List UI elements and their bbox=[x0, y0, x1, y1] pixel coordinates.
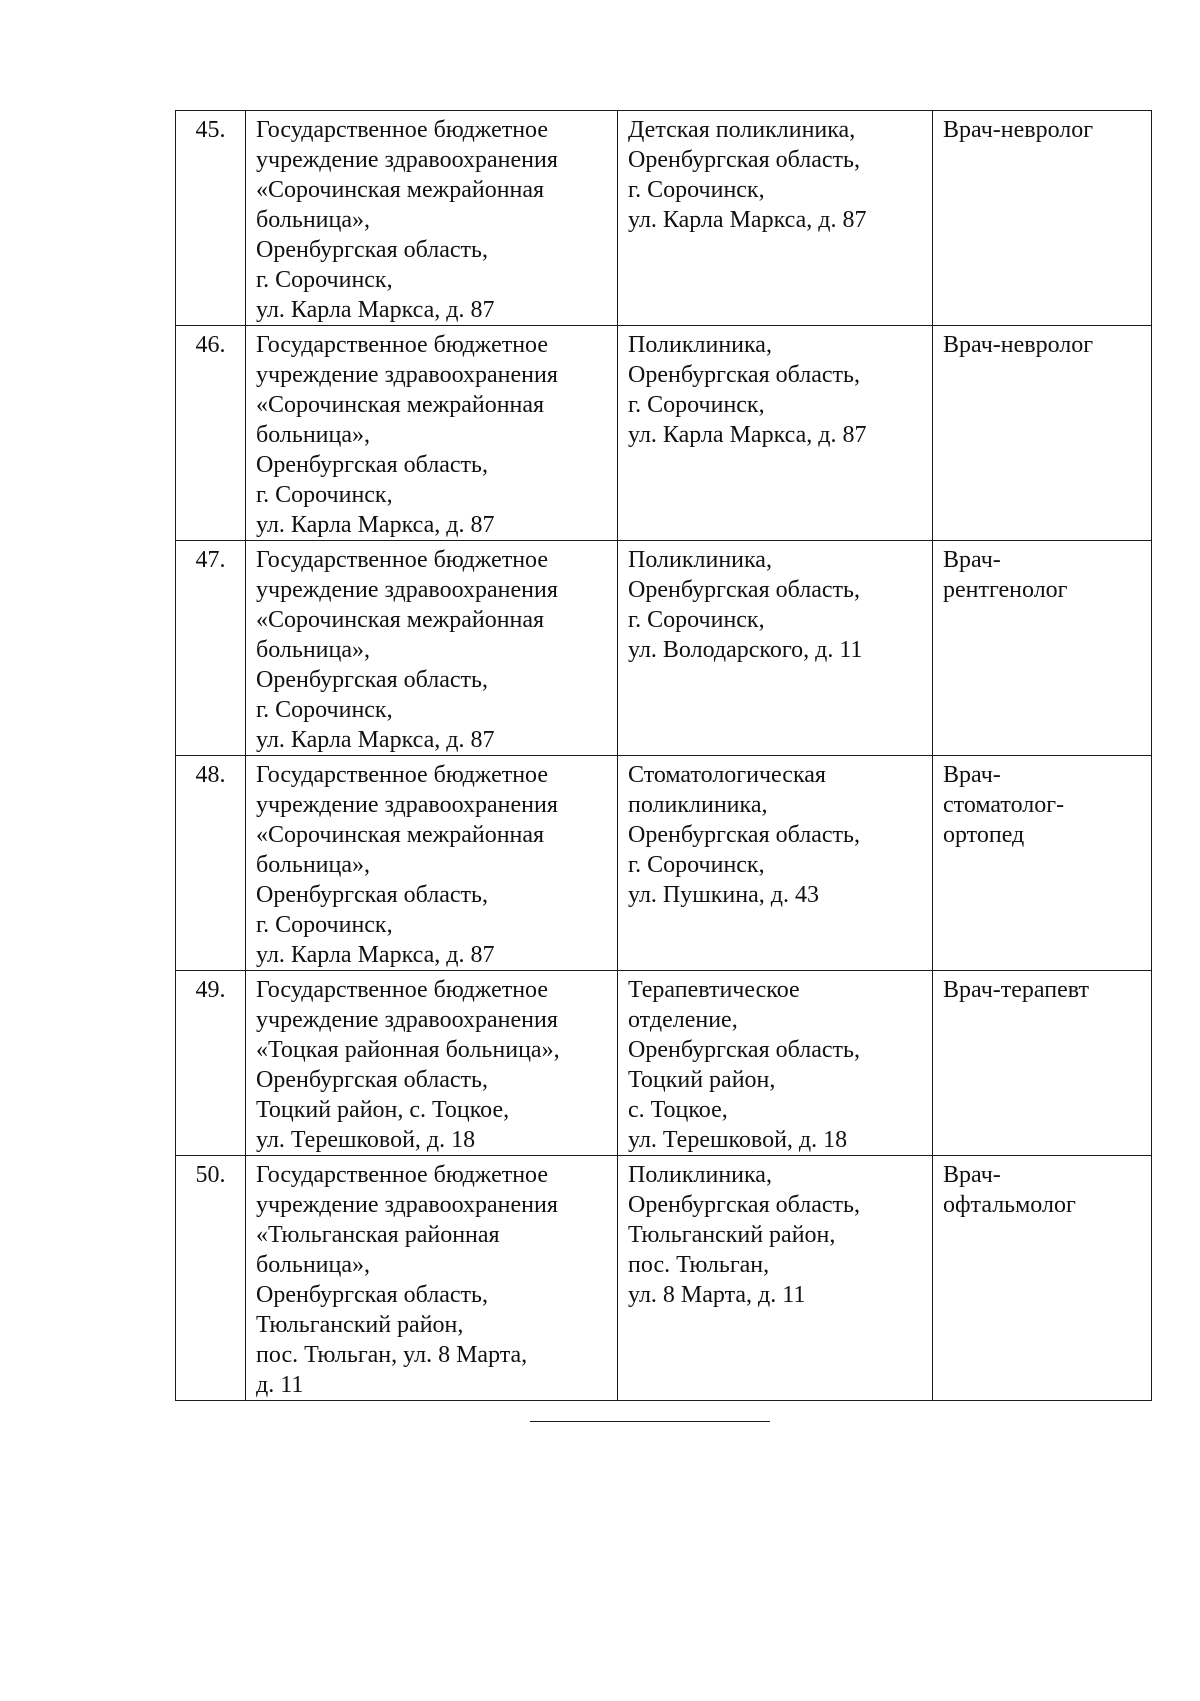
position-cell bbox=[933, 971, 1152, 1156]
institution-cell-line: «Сорочинская межрайонная bbox=[256, 822, 545, 848]
row-number: 46. bbox=[176, 326, 246, 541]
institution-cell-line: «Тюльганская районная bbox=[256, 1222, 500, 1248]
row-number: 47. bbox=[176, 541, 246, 756]
institution-cell-line: учреждение здравоохранения bbox=[256, 362, 558, 388]
institution-cell bbox=[246, 1156, 618, 1401]
institution-cell-line: ул. Карла Маркса, д. 87 bbox=[256, 512, 495, 538]
institution-cell-line: ул. Карла Маркса, д. 87 bbox=[256, 727, 495, 753]
institution-cell-line: больница», bbox=[256, 637, 370, 663]
subdivision-cell bbox=[618, 756, 933, 971]
subdivision-cell-line: г. Сорочинск, bbox=[628, 852, 765, 878]
position-cell-line: Врач-невролог bbox=[943, 117, 1094, 143]
position-cell-line: Врач-невролог bbox=[943, 332, 1094, 358]
institution-cell-line: учреждение здравоохранения bbox=[256, 1007, 558, 1033]
institution-cell-line: г. Сорочинск, bbox=[256, 267, 393, 293]
table-row bbox=[176, 326, 1152, 541]
institution-cell bbox=[246, 756, 618, 971]
institution-cell-line: Государственное бюджетное bbox=[256, 1162, 548, 1188]
institution-cell-line: «Сорочинская межрайонная bbox=[256, 607, 545, 633]
subdivision-cell-line: Поликлиника, bbox=[628, 1162, 772, 1188]
institution-cell-line: учреждение здравоохранения bbox=[256, 792, 558, 818]
institution-cell-line: Оренбургская область, bbox=[256, 1282, 488, 1308]
institution-cell bbox=[246, 326, 618, 541]
position-cell-line: Врач- bbox=[943, 547, 1001, 573]
row-number: 48. bbox=[176, 756, 246, 971]
subdivision-cell-line: Поликлиника, bbox=[628, 332, 772, 358]
subdivision-cell-line: Оренбургская область, bbox=[628, 822, 860, 848]
position-cell-line: Врач- bbox=[943, 762, 1001, 788]
subdivision-cell bbox=[618, 541, 933, 756]
subdivision-cell-line: Тоцкий район, bbox=[628, 1067, 776, 1093]
institution-cell-line: Оренбургская область, bbox=[256, 452, 488, 478]
institution-cell-line: больница», bbox=[256, 207, 370, 233]
subdivision-cell-line: ул. Володарского, д. 11 bbox=[628, 637, 863, 663]
institution-cell-line: учреждение здравоохранения bbox=[256, 577, 558, 603]
institution-cell bbox=[246, 111, 618, 326]
institution-cell-line: Оренбургская область, bbox=[256, 667, 488, 693]
row-number: 49. bbox=[176, 971, 246, 1156]
institution-cell-line: ул. Терешковой, д. 18 bbox=[256, 1127, 476, 1153]
subdivision-cell-line: Детская поликлиника, bbox=[628, 117, 856, 143]
institution-cell-line: г. Сорочинск, bbox=[256, 912, 393, 938]
institution-cell-line: Государственное бюджетное bbox=[256, 117, 548, 143]
subdivision-cell-line: с. Тоцкое, bbox=[628, 1097, 728, 1123]
institution-cell-line: Государственное бюджетное bbox=[256, 332, 548, 358]
institution-cell-line: больница», bbox=[256, 1252, 370, 1278]
subdivision-cell bbox=[618, 111, 933, 326]
position-cell-line: рентгенолог bbox=[943, 577, 1068, 603]
subdivision-cell-line: Стоматологическая bbox=[628, 762, 826, 788]
subdivision-cell-line: Тюльганский район, bbox=[628, 1222, 836, 1248]
institution-cell-line: Оренбургская область, bbox=[256, 882, 488, 908]
subdivision-cell-line: Оренбургская область, bbox=[628, 1037, 860, 1063]
subdivision-cell-line: г. Сорочинск, bbox=[628, 607, 765, 633]
table-row bbox=[176, 971, 1152, 1156]
table-row bbox=[176, 111, 1152, 326]
institution-cell-line: «Тоцкая районная больница», bbox=[256, 1037, 560, 1063]
subdivision-cell-line: пос. Тюльган, bbox=[628, 1252, 770, 1278]
position-cell-line: ортопед bbox=[943, 822, 1025, 848]
institution-cell-line: Оренбургская область, bbox=[256, 237, 488, 263]
subdivision-cell-line: ул. Карла Маркса, д. 87 bbox=[628, 422, 867, 448]
subdivision-cell bbox=[618, 1156, 933, 1401]
institution-cell-line: г. Сорочинск, bbox=[256, 482, 393, 508]
table-row bbox=[176, 1156, 1152, 1401]
institution-cell-line: Государственное бюджетное bbox=[256, 547, 548, 573]
institution-cell-line: больница», bbox=[256, 852, 370, 878]
subdivision-cell bbox=[618, 326, 933, 541]
institution-cell-line: г. Сорочинск, bbox=[256, 697, 393, 723]
institution-cell-line: «Сорочинская межрайонная bbox=[256, 392, 545, 418]
row-number: 45. bbox=[176, 111, 246, 326]
position-cell bbox=[933, 1156, 1152, 1401]
table-row bbox=[176, 756, 1152, 971]
subdivision-cell-line: ул. Пушкина, д. 43 bbox=[628, 882, 819, 908]
subdivision-cell-line: ул. 8 Марта, д. 11 bbox=[628, 1282, 806, 1308]
subdivision-cell-line: Оренбургская область, bbox=[628, 147, 860, 173]
institution-cell-line: Тоцкий район, с. Тоцкое, bbox=[256, 1097, 510, 1123]
subdivision-cell-line: ул. Карла Маркса, д. 87 bbox=[628, 207, 867, 233]
institution-cell-line: д. 11 bbox=[256, 1372, 304, 1398]
institution-cell-line: ул. Карла Маркса, д. 87 bbox=[256, 942, 495, 968]
subdivision-cell-line: Оренбургская область, bbox=[628, 577, 860, 603]
position-cell bbox=[933, 541, 1152, 756]
institution-cell bbox=[246, 971, 618, 1156]
facilities-table bbox=[175, 110, 1152, 1401]
subdivision-cell-line: отделение, bbox=[628, 1007, 738, 1033]
position-cell-line: стоматолог- bbox=[943, 792, 1065, 818]
institution-cell-line: Государственное бюджетное bbox=[256, 762, 548, 788]
subdivision-cell bbox=[618, 971, 933, 1156]
institution-cell-line: «Сорочинская межрайонная bbox=[256, 177, 545, 203]
subdivision-cell-line: Оренбургская область, bbox=[628, 1192, 860, 1218]
institution-cell-line: больница», bbox=[256, 422, 370, 448]
subdivision-cell-line: Оренбургская область, bbox=[628, 362, 860, 388]
table-row bbox=[176, 541, 1152, 756]
institution-cell-line: Государственное бюджетное bbox=[256, 977, 548, 1003]
subdivision-cell-line: г. Сорочинск, bbox=[628, 392, 765, 418]
subdivision-cell-line: поликлиника, bbox=[628, 792, 768, 818]
institution-cell-line: пос. Тюльган, ул. 8 Марта, bbox=[256, 1342, 528, 1368]
institution-cell-line: Тюльганский район, bbox=[256, 1312, 464, 1338]
institution-cell-line: учреждение здравоохранения bbox=[256, 1192, 558, 1218]
subdivision-cell-line: Терапевтическое bbox=[628, 977, 800, 1003]
subdivision-cell-line: г. Сорочинск, bbox=[628, 177, 765, 203]
position-cell bbox=[933, 326, 1152, 541]
position-cell-line: Врач-терапевт bbox=[943, 977, 1089, 1003]
institution-cell-line: ул. Карла Маркса, д. 87 bbox=[256, 297, 495, 323]
subdivision-cell-line: Поликлиника, bbox=[628, 547, 772, 573]
position-cell bbox=[933, 111, 1152, 326]
end-separator-line bbox=[530, 1421, 770, 1422]
position-cell-line: Врач- bbox=[943, 1162, 1001, 1188]
position-cell-line: офтальмолог bbox=[943, 1192, 1076, 1218]
institution-cell bbox=[246, 541, 618, 756]
position-cell bbox=[933, 756, 1152, 971]
table-body bbox=[176, 111, 1152, 1401]
subdivision-cell-line: ул. Терешковой, д. 18 bbox=[628, 1127, 848, 1153]
institution-cell-line: учреждение здравоохранения bbox=[256, 147, 558, 173]
row-number: 50. bbox=[176, 1156, 246, 1401]
institution-cell-line: Оренбургская область, bbox=[256, 1067, 488, 1093]
